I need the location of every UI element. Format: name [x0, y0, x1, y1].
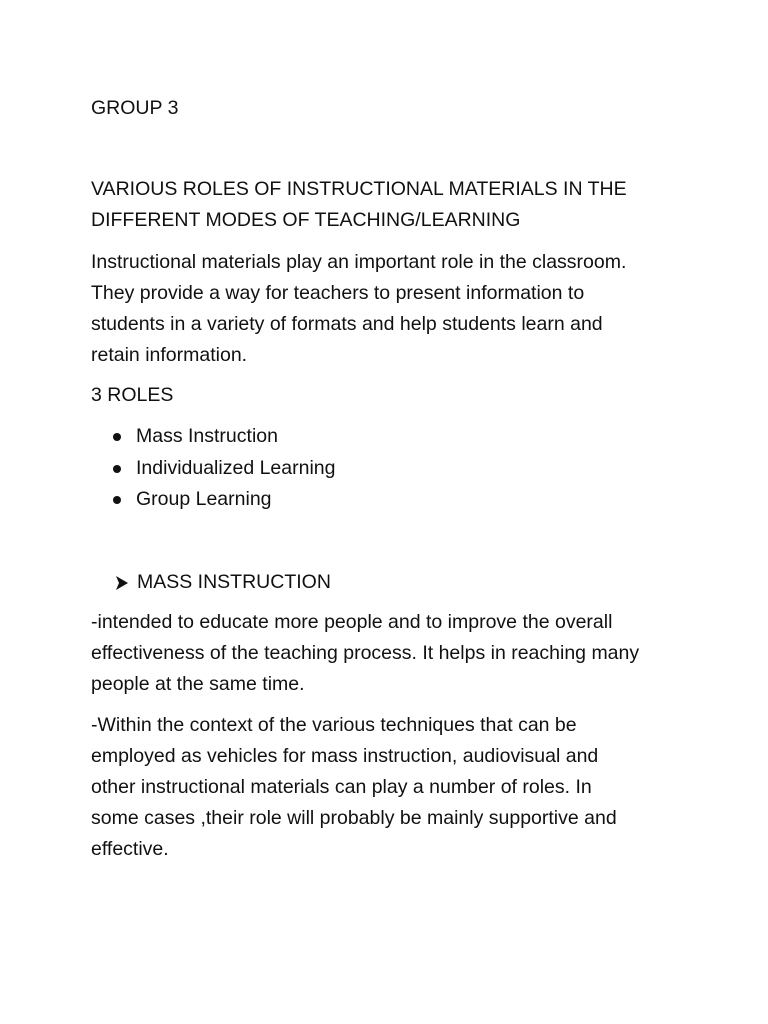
paragraph-line: -intended to educate more people and to improve the overall: [91, 611, 613, 633]
mass-instruction-paragraph-1: [91, 607, 691, 700]
paragraph-line: -Within the context of the various techniques that can be: [91, 714, 577, 736]
document-heading: [91, 174, 691, 236]
group-title: GROUP 3: [91, 97, 179, 119]
list-item: [91, 421, 335, 453]
bullet-dot-icon: [113, 433, 121, 441]
section-heading: [115, 567, 331, 598]
roles-list: [91, 421, 335, 516]
mass-instruction-paragraph-2: [91, 710, 691, 865]
section-title: MASS INSTRUCTION: [137, 571, 331, 593]
role-label: Group Learning: [136, 488, 272, 510]
list-item: [91, 453, 335, 485]
bullet-dot-icon: [113, 496, 121, 504]
list-item: [91, 484, 335, 516]
paragraph-line: other instructional materials can play a number of roles. In: [91, 776, 592, 798]
intro-line: students in a variety of formats and help students learn and: [91, 313, 603, 335]
role-label: Individualized Learning: [136, 456, 336, 479]
paragraph-line: employed as vehicles for mass instruction, audiovisual and: [91, 745, 599, 767]
heading-line: VARIOUS ROLES OF INSTRUCTIONAL MATERIALS IN THE: [91, 178, 627, 200]
arrow-bullet-icon: [115, 575, 129, 591]
intro-line: Instructional materials play an important role in the classroom.: [91, 251, 627, 273]
intro-paragraph: [91, 247, 687, 371]
roles-title: 3 ROLES: [91, 384, 174, 406]
paragraph-line: people at the same time.: [91, 673, 305, 695]
paragraph-line: effective.: [91, 838, 169, 860]
bullet-dot-icon: [113, 465, 121, 473]
paragraph-line: some cases ,their role will probably be mainly supportive and: [91, 807, 617, 829]
heading-line: DIFFERENT MODES OF TEACHING/LEARNING: [91, 209, 521, 231]
paragraph-line: effectiveness of the teaching process. It helps in reaching many: [91, 642, 640, 664]
intro-line: They provide a way for teachers to present information to: [91, 282, 585, 304]
role-label: Mass Instruction: [136, 425, 278, 447]
intro-line: retain information.: [91, 344, 248, 366]
